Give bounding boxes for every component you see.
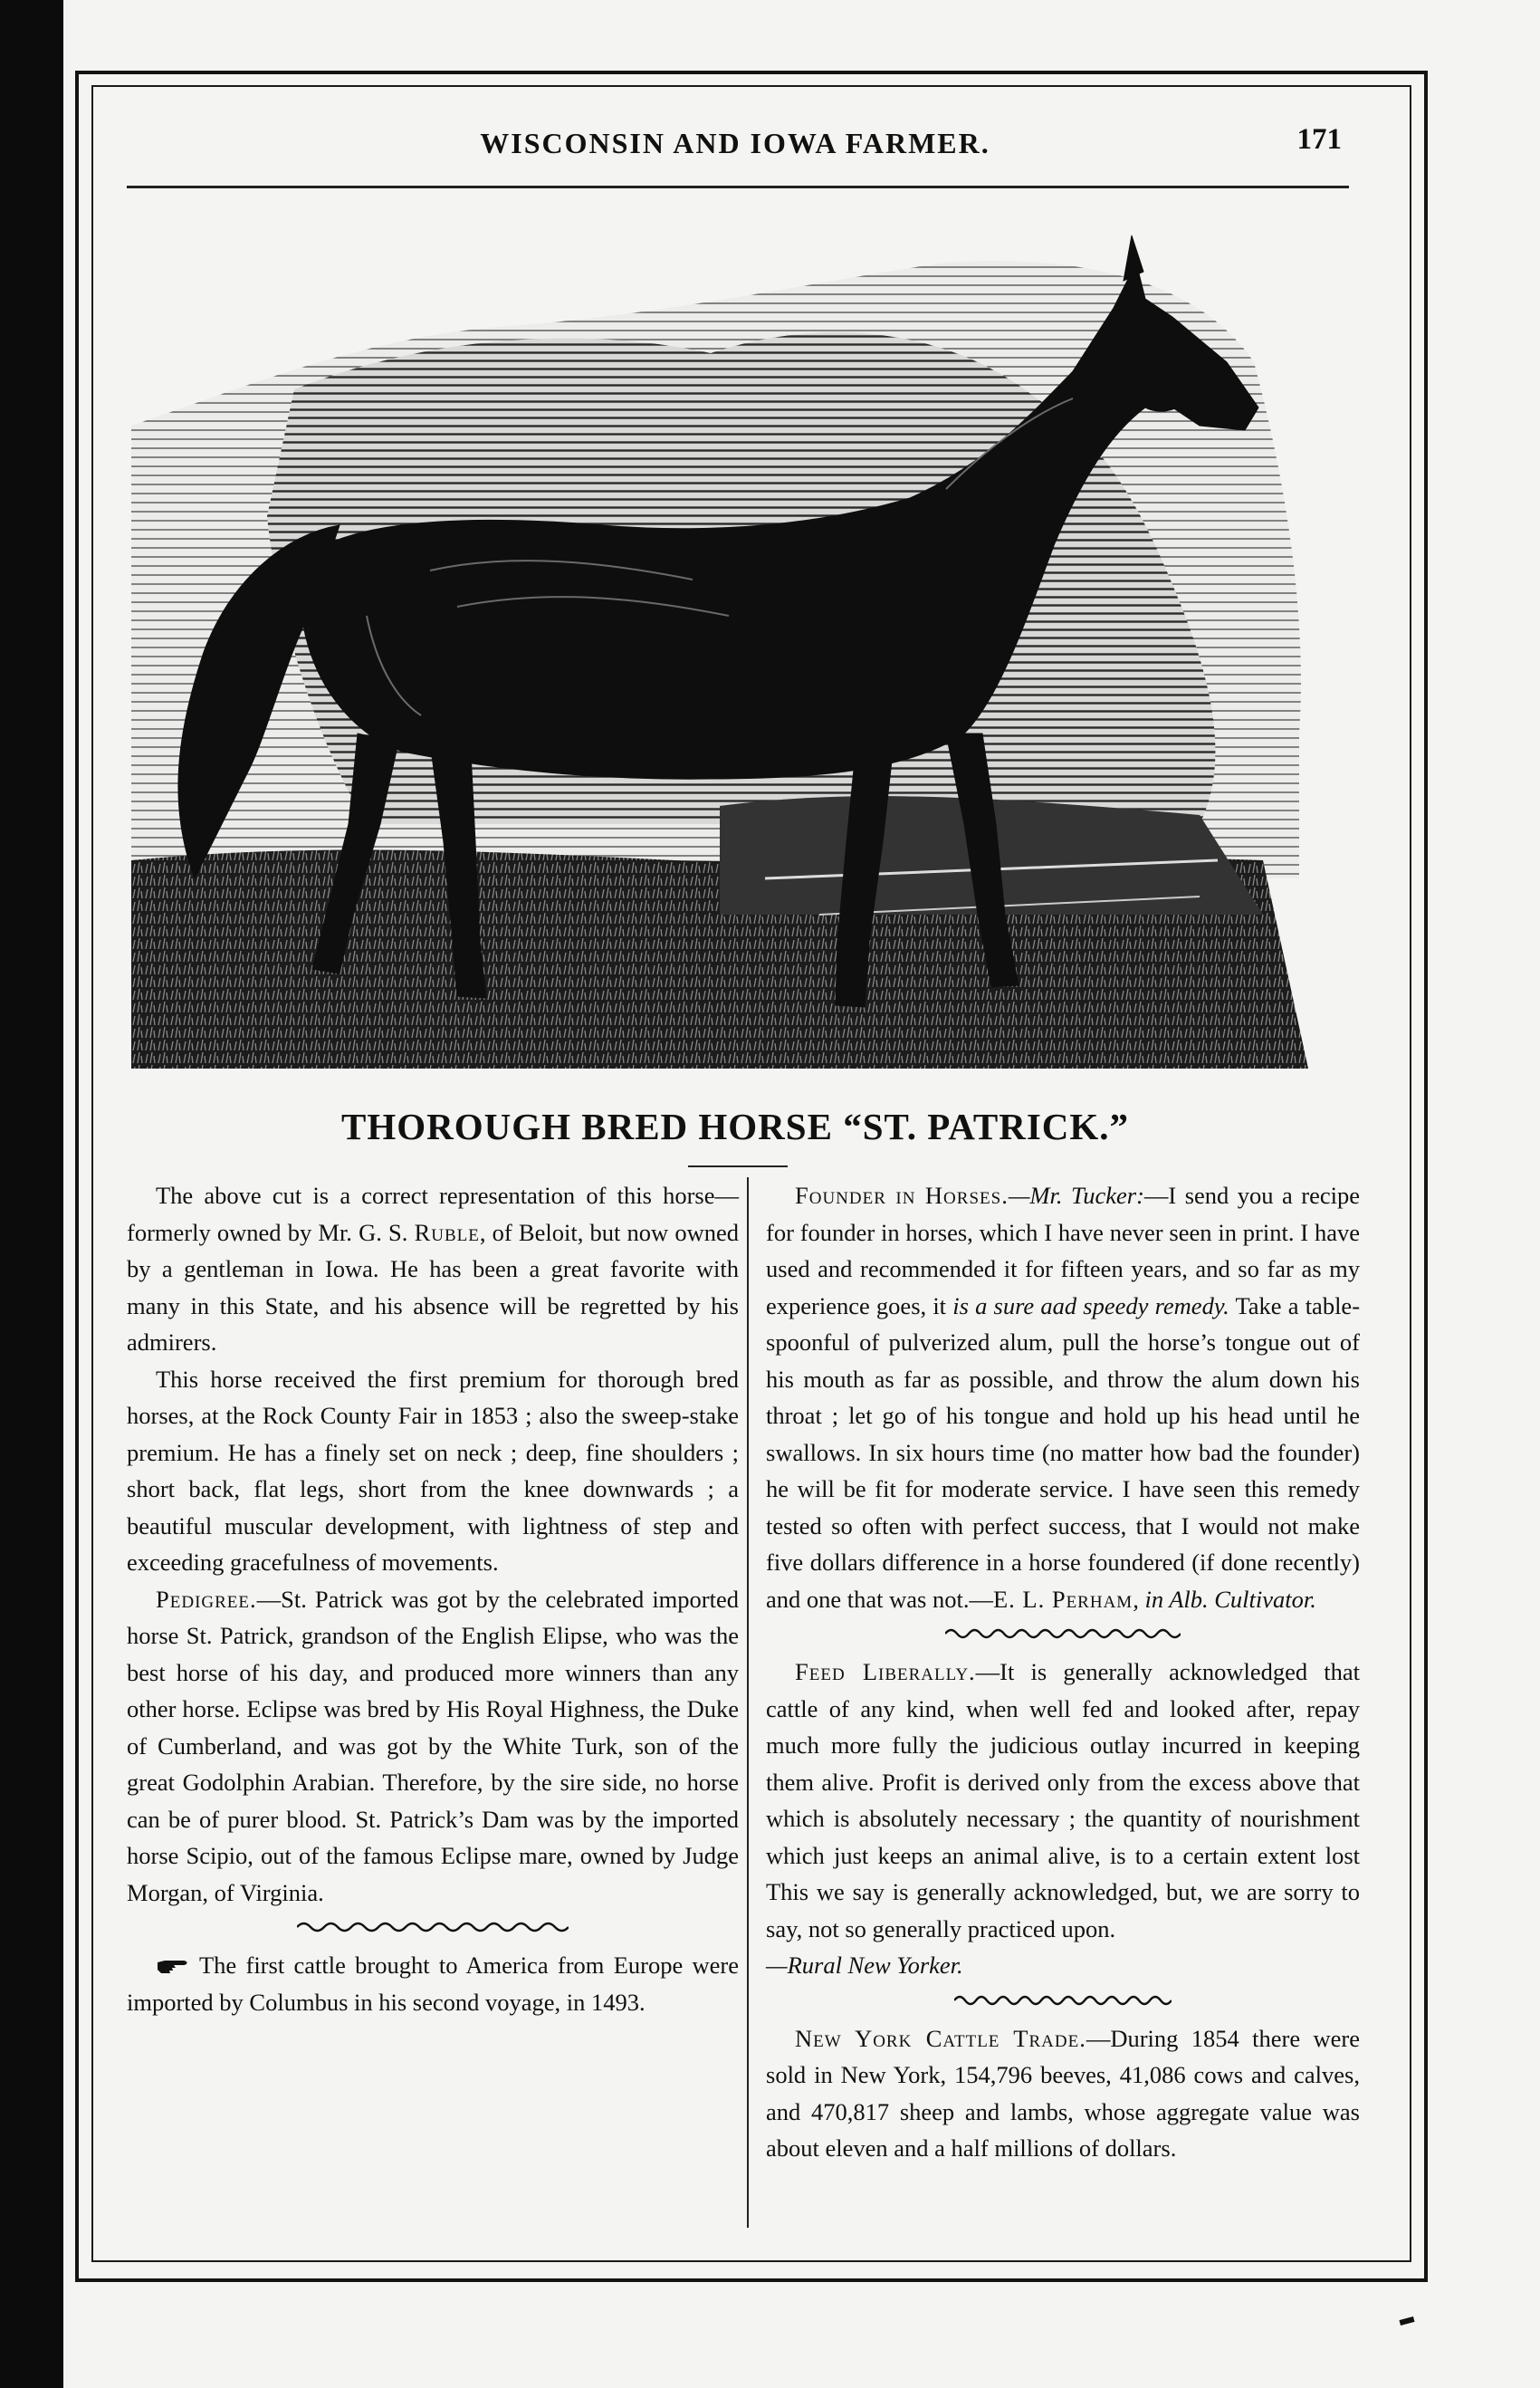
ornamental-rule	[297, 1920, 569, 1934]
right-column	[766, 1177, 1360, 2167]
left-column	[127, 1177, 739, 2020]
column-rule	[747, 1177, 749, 2228]
premium-paragraph: This horse received the first premium for thorough bred horses, at the Rock County Fair in 1853 ; also the sweep-stake premium. He has a finely set on neck ; deep, fine shoulders ; short back, flat legs, short from the knee downwards ; a beautiful muscular development, with lightness of step and exceeding gracefulness of movements.	[127, 1365, 739, 1576]
pedigree-heading: Pedigree.	[156, 1585, 257, 1613]
pointing-hand-icon	[156, 1957, 192, 1977]
cattle-trade-paragraph	[766, 2020, 1360, 2167]
feed-text: —It is generally acknowledged that cattle of any kind, when well fed and looked after, repay much more fully the judicious outlay incurred in keeping them alive. Profit is derived only from the excess above that which is absolutely necessary ; the quantity of nourishment which just keeps an animal alive, is to a certain extent lost This we say is generally acknowledged, but, we are sorry to say, not so generally practiced upon.	[766, 1658, 1361, 1942]
title-rule	[688, 1165, 788, 1167]
founder-salutation: —Mr. Tucker:	[1008, 1182, 1144, 1209]
intro-text-2: , of Beloit, but now owned by a gentleman in Iowa. He has been a great favorite with many in this State, and his absence will be regretted by his admirers.	[127, 1218, 739, 1356]
founder-paragraph	[766, 1177, 1360, 1617]
founder-signer: E. L. Perham	[992, 1585, 1133, 1613]
page-header	[120, 121, 1351, 176]
intro-paragraph	[127, 1177, 739, 1361]
pedigree-paragraph	[127, 1581, 739, 1912]
header-rule	[127, 186, 1349, 188]
figure-title: THOROUGH BRED HORSE “ST. PATRICK.”	[340, 1106, 1130, 1147]
columbus-note	[127, 1947, 739, 2020]
pedigree-text: —St. Patrick was got by the celebrated imported horse St. Patrick, grandson of the English Elipse, who was the best horse of his day, and produced more winners than any other horse. Eclipse was bred by His Royal Highness, the Duke of Cumberland, and was got by the White Turk, son of the great Godolphin Arabian. Therefore, by the sire side, no horse can be of purer blood. St. Patrick’s Dam was by the imported horse Scipio, out of the famous Eclipse mare, owned by Judge Morgan, of Virginia.	[127, 1585, 739, 1906]
owner-name: Ruble	[414, 1218, 480, 1246]
columbus-note-text: The first cattle brought to America from Europe were imported by Columbus in his second voyage, in 1493.	[127, 1952, 739, 2016]
feed-source: —Rural New Yorker.	[766, 1952, 963, 1979]
founder-text-2: Take a table-spoonful of pulverized alum, pull the horse’s tongue out of his mouth as far as possible, and throw the alum down his throat ; let go of his tongue and hold up his head until he swallows. In six hours time (no matter how bad the founder) he will be fit for moderate service. I have seen this remedy tested so often with perfect success, that I would not make five dollars difference in a horse foundered (if done recently) and one that was not.—	[766, 1291, 1361, 1613]
ornamental-rule	[945, 1626, 1181, 1641]
horse-engraving	[131, 226, 1308, 1069]
ink-mark	[1399, 2316, 1414, 2326]
founder-heading: Founder in Horses.	[795, 1182, 1009, 1209]
feed-paragraph	[766, 1654, 1360, 1984]
cattle-trade-heading: New York Cattle Trade.	[795, 2024, 1086, 2052]
running-head: WISCONSIN AND IOWA FARMER.	[480, 127, 990, 159]
feed-heading: Feed Liberally.	[795, 1658, 976, 1685]
page-number: 171	[1296, 123, 1342, 156]
founder-text-1: —I send you a recipe for founder in horses, which I have never seen in print. I have used and recommended it for fifteen years, and so far as my experience goes, it	[766, 1182, 1360, 1319]
founder-emphasis: is a sure aad speedy remedy.	[952, 1291, 1229, 1319]
cattle-trade-text: —During 1854 there were sold in New York, 154,796 beeves, 41,086 cows and calves, and 470,817 sheep and lambs, whose aggregate value was about eleven and a half millions of dollars.	[766, 2024, 1360, 2162]
founder-source: , in Alb. Cultivator.	[1133, 1585, 1316, 1613]
scan-margin	[0, 0, 63, 2388]
ornamental-rule	[954, 1993, 1172, 2008]
intro-text-1: The above cut is a correct representation of this horse—formerly owned by Mr. G. S.	[127, 1182, 739, 1246]
